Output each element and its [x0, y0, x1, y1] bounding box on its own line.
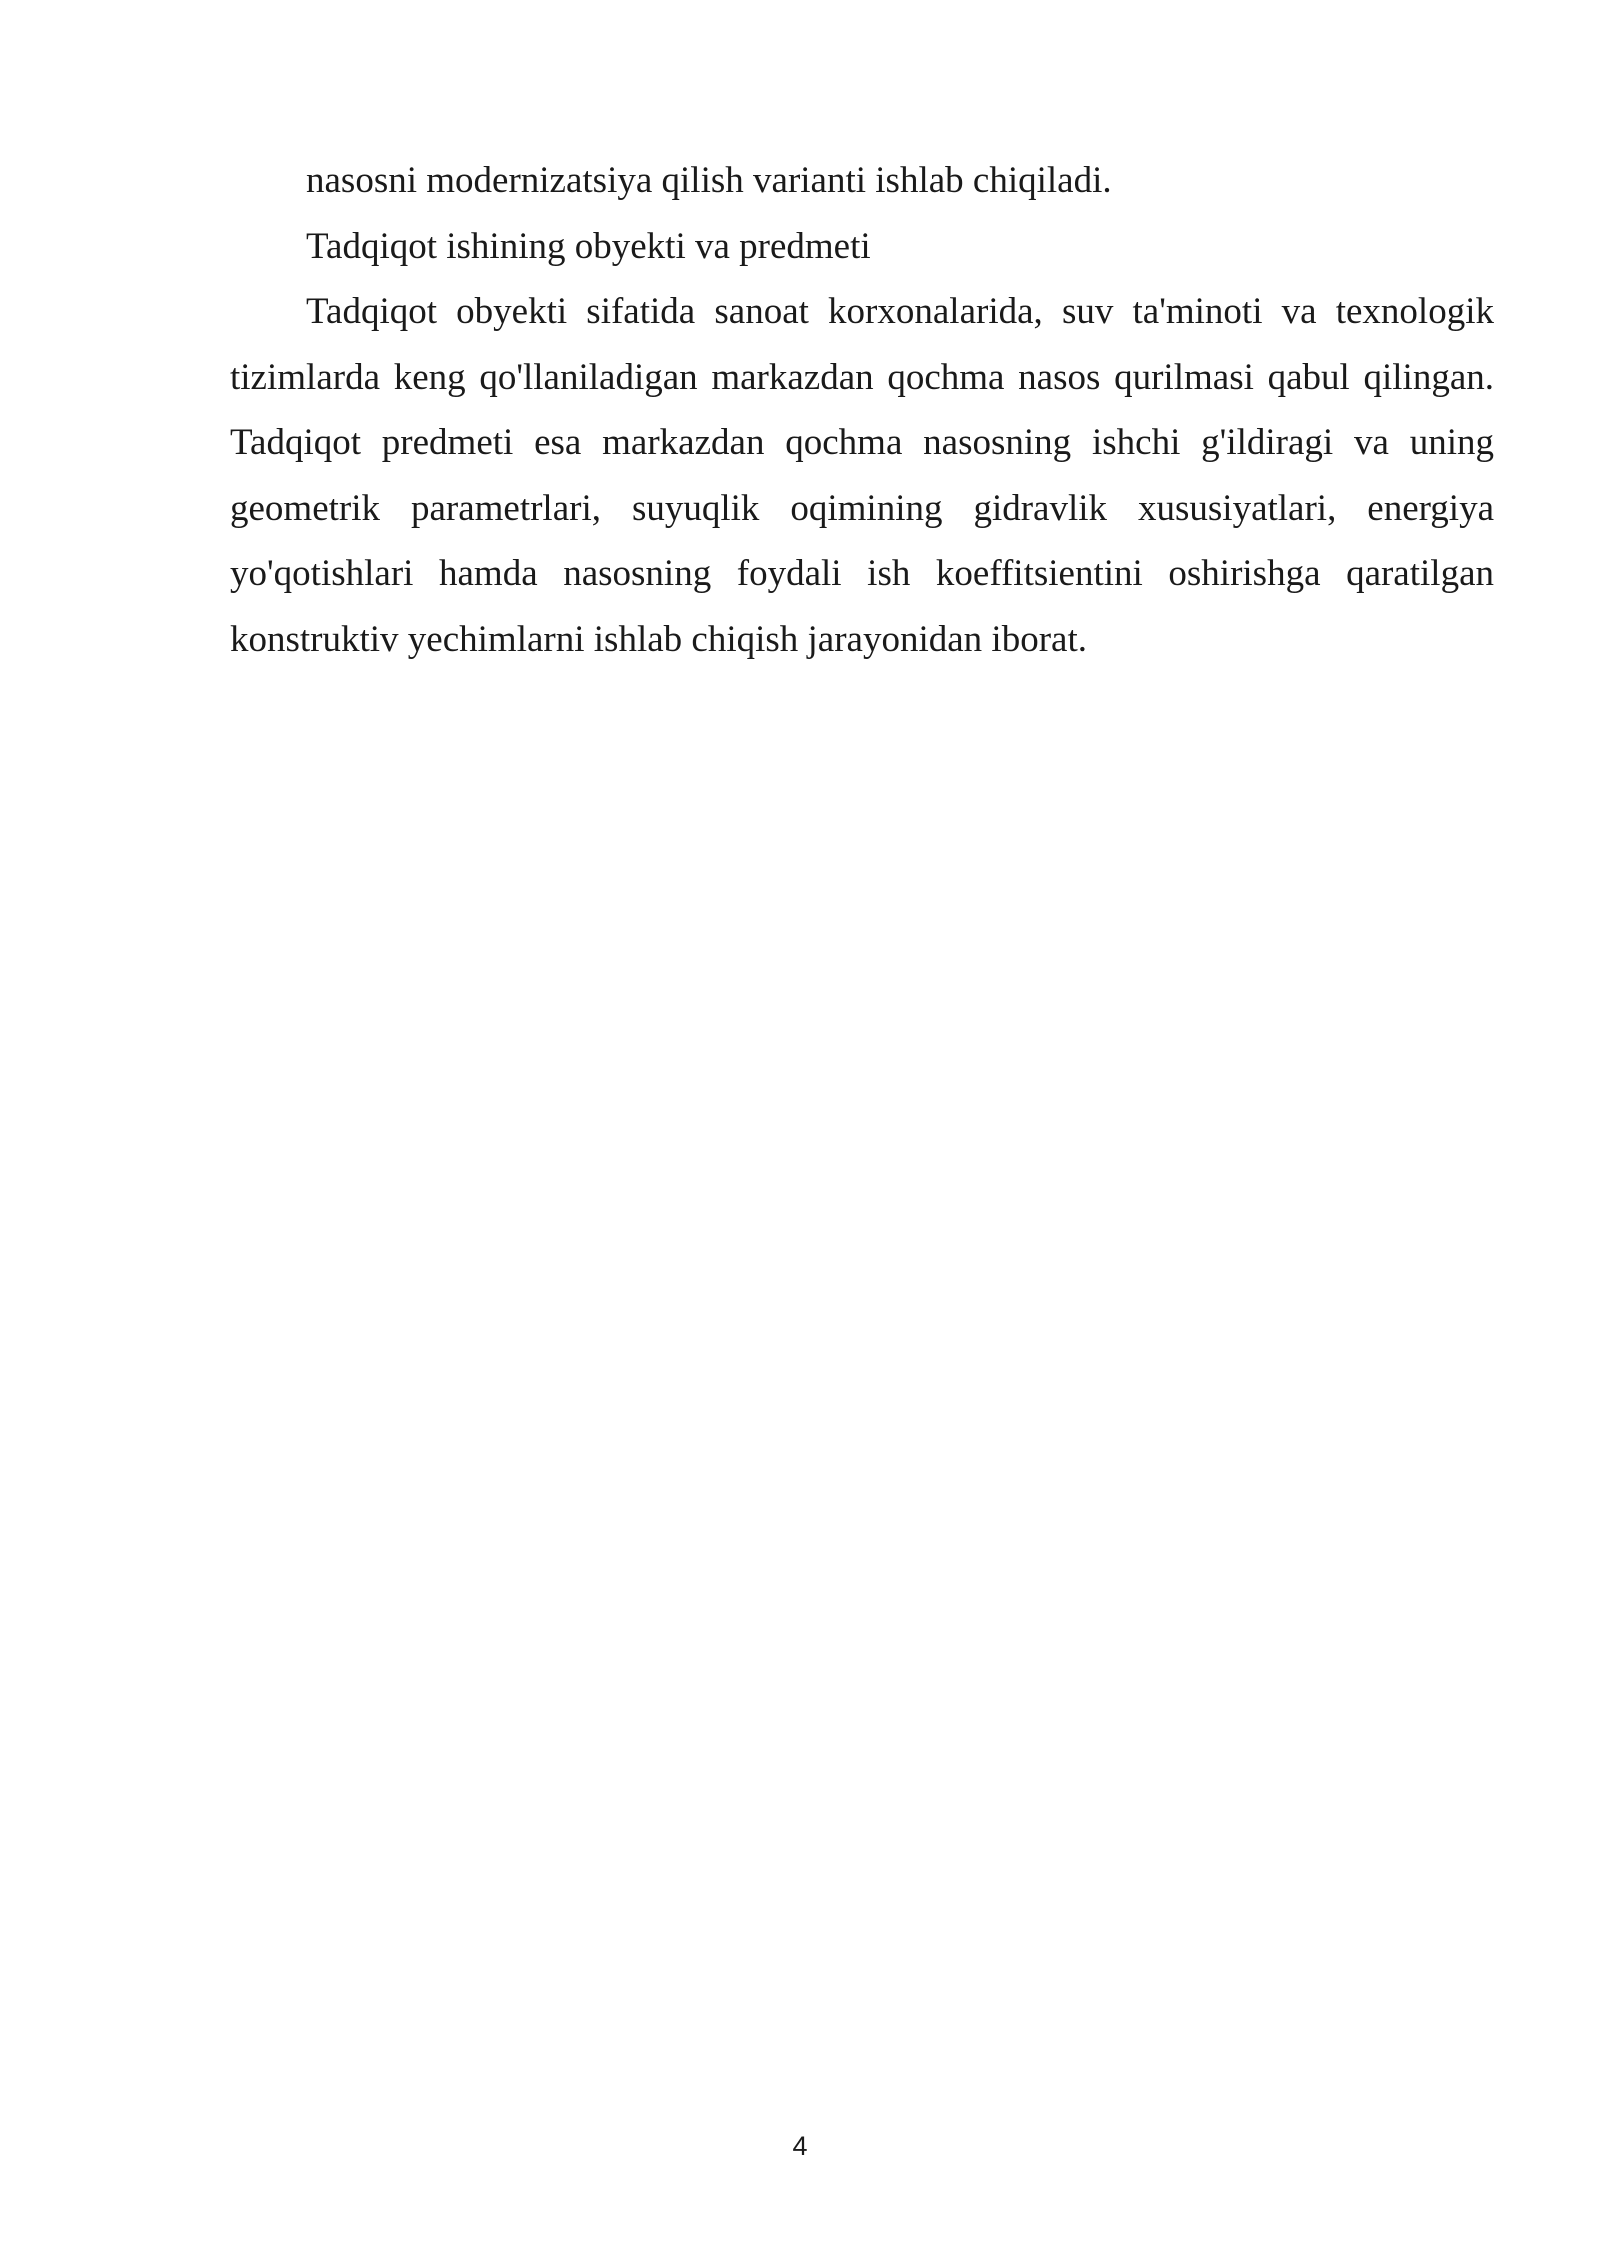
body-text — [230, 148, 1494, 672]
page-number: 4 — [792, 2131, 808, 2161]
section-heading: Tadqiqot ishining obyekti va predmeti — [306, 225, 871, 267]
paragraph-continuation: nasosni modernizatsiya qilish varianti ishlab chiqiladi. — [306, 160, 1112, 201]
paragraph-object-subject: Tadqiqot obyekti sifatida sanoat korxonalarida, suv ta'minoti va texnologik tizimlarda keng qo'llaniladigan markazdan qochma nasos qurilmasi qabul qilingan. Tadqiqot predmeti esa markazdan qochma nasosning ishchi g'ildiragi va uning geometrik parametrlari, suyuqlik oqimining gidravlik xususiyatlari, energiya yo'qotishlari hamda nasosning foydali ish koeffitsientini oshirishga qaratilgan konstruktiv yechimlarni ishlab chiqish jarayonidan iborat. — [230, 291, 1494, 660]
